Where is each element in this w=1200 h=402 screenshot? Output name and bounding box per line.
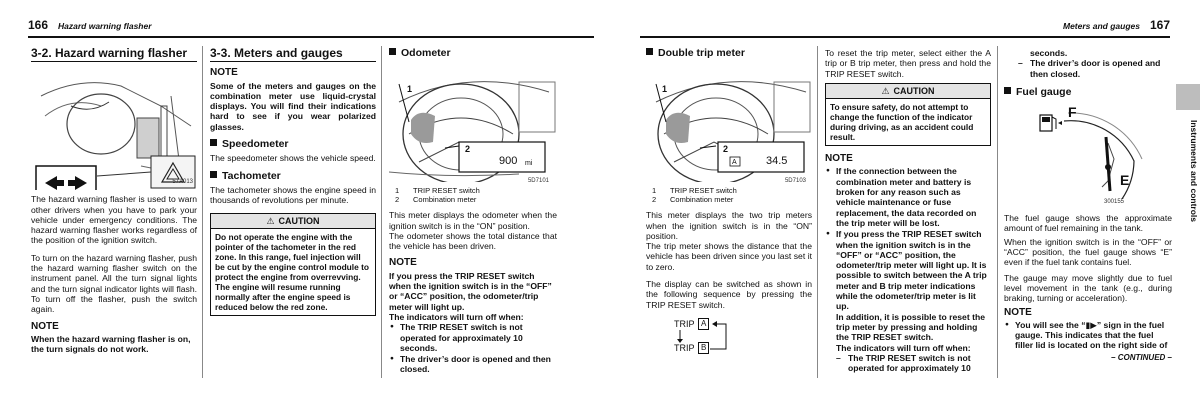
- odometer-section: [389, 48, 557, 376]
- warning-triangle-icon: ⚠: [266, 215, 275, 226]
- fuel-note-list: [1004, 320, 1172, 351]
- legend-text: TRIP RESET switch: [670, 186, 737, 196]
- column-divider: [381, 46, 382, 378]
- trip-legend-1: [646, 186, 812, 195]
- fuel-gauge-illustration: [1004, 101, 1172, 209]
- odometer-note-text-2: The indicators will turn off when:: [389, 311, 524, 322]
- section-square-icon: [210, 139, 217, 146]
- trip-paragraph-3: The display can be switched as shown in the following sequence by pressing the TRIP RESET switch.: [646, 279, 812, 310]
- section-square-icon: [389, 48, 396, 55]
- meters-section: [210, 48, 376, 322]
- continued-marker: – CONTINUED –: [1111, 352, 1172, 362]
- list-item-text: In addition, it is possible to reset the trip meter by pressing and holding the TRIP RESET switch.: [836, 311, 985, 343]
- tachometer-heading: [210, 171, 376, 181]
- legend-num: 1: [652, 186, 657, 196]
- list-item: [1015, 320, 1172, 351]
- seq-trip-a-letter: A: [698, 318, 709, 330]
- reset-paragraph: To reset the trip meter, select either the A trip or B trip meter, then press and hold the TRIP RESET switch.: [825, 48, 991, 79]
- column-divider: [997, 46, 998, 378]
- section-square-icon: [646, 48, 653, 55]
- double-trip-heading: [646, 48, 812, 58]
- hazard-section: [31, 48, 197, 354]
- speedometer-text: The speedometer shows the vehicle speed.: [210, 153, 376, 164]
- meters-note-text: Some of the meters and gauges on the combination meter use liquid-crystal displays. You will find their indications hard to see if you wear polarized glasses.: [210, 80, 376, 132]
- seq-trip-a-label: TRIP: [674, 318, 695, 329]
- hazard-fig-code: 57A013: [172, 179, 193, 185]
- trip-legend-2: [646, 195, 812, 204]
- dash-marker: –: [1018, 58, 1023, 69]
- right-page-header: [640, 16, 1170, 38]
- tachometer-caution: [210, 213, 376, 316]
- column-divider: [817, 46, 818, 378]
- odometer-paragraph-2: The odometer shows the total distance that the vehicle has been driven.: [389, 230, 557, 252]
- double-trip-heading-label: Double trip meter: [658, 47, 745, 59]
- hazard-paragraph-1: The hazard warning flasher is used to warn other drivers when you have to park your vehicle under emergency conditions. The hazard warning flasher works regardless of the position of the ignition switch.: [31, 194, 197, 246]
- left-page-header: [28, 16, 594, 38]
- odometer-legend-2: [389, 195, 557, 204]
- fuel-note-heading: NOTE: [1004, 306, 1032, 318]
- dash-item: [836, 353, 991, 374]
- odometer-fig-code: 5D7101: [527, 178, 549, 184]
- odometer-illustration: [389, 62, 557, 182]
- trip-callout-1: 1: [662, 84, 668, 95]
- fuel-fig-code: 300155: [1104, 198, 1125, 205]
- legend-text: Combination meter: [413, 195, 477, 205]
- running-title-right: Meters and gauges: [1063, 21, 1140, 31]
- odometer-heading: [389, 48, 557, 58]
- trip-note-heading: NOTE: [825, 153, 853, 165]
- side-tab-marker: [1176, 84, 1200, 110]
- trip-reset-section: [825, 48, 991, 374]
- odometer-callout-1: 1: [407, 84, 413, 95]
- dash-item: [1004, 58, 1172, 79]
- seq-trip-b-label: TRIP: [674, 342, 695, 353]
- fuel-paragraph-2: When the ignition switch is in the “OFF” or “ACC” position, the fuel gauge shows “E” even if the fuel tank contains fuel.: [1004, 236, 1172, 268]
- dash-text: The TRIP RESET switch is not operated for approximately 10: [848, 352, 971, 374]
- odometer-paragraph-1: This meter displays the odometer when the ignition switch is in the “ON” position.: [389, 210, 557, 231]
- list-item-text: If you press the TRIP RESET switch when the ignition switch is in the “OFF” or “ACC” position, the odometer/trip meter will light up. It is possible to switch between the A trip meter and B trip meter indications while the odometer/trip meter is lit up.: [836, 229, 987, 312]
- list-item: ● The TRIP RESET switch is not operated for approximately 10 seconds.: [400, 322, 557, 353]
- odometer-note-heading: NOTE: [389, 257, 417, 269]
- list-item: ● If the connection between the combination meter and battery is broken for any reason such as vehicle maintenance or fuse replacement, the data recorded on the trip meter will be lost.: [836, 166, 991, 228]
- side-tab-label: Instruments and controls: [1189, 120, 1199, 223]
- page-number-right: 167: [1149, 18, 1170, 32]
- fuel-pump-icon: [1040, 115, 1062, 131]
- trip-paragraph-2: The trip meter shows the distance that the vehicle has been driven since you last set it to zero.: [646, 241, 812, 272]
- meters-note-heading: NOTE: [210, 67, 238, 79]
- hazard-note-heading: NOTE: [31, 320, 59, 332]
- meters-heading: 3-3. Meters and gauges: [210, 48, 376, 62]
- odometer-legend-1: [389, 186, 557, 195]
- caution-header: [826, 84, 990, 99]
- page-number-left: 166: [28, 18, 49, 32]
- speedometer-heading-label: Speedometer: [222, 138, 289, 151]
- fuel-gauge-heading-label: Fuel gauge: [1016, 85, 1072, 98]
- trip-display-value: 34.5: [766, 155, 788, 168]
- seq-trip-b-letter: B: [698, 342, 709, 354]
- dash-text: The driver’s door is opened and then closed.: [1030, 58, 1161, 79]
- dashboard-hazard-figure: [31, 66, 197, 190]
- tachometer-heading-label: Tachometer: [222, 169, 281, 182]
- sequence-arrows: [646, 317, 766, 359]
- caution-body: To ensure safety, do not attempt to change the function of the indicator during driving, as an accident could result.: [830, 102, 974, 143]
- odometer-note-text: If you press the TRIP RESET switch when the ignition switch is in the “OFF” or “ACC” position, the odometer/trip meter will light up.: [389, 270, 552, 312]
- odometer-display-unit: mi: [525, 160, 533, 168]
- caution-body: Do not operate the engine with the pointer of the tachometer in the red zone. In this range, fuel injection will be cut by the engine control module to protect the engine from overrevving. The engine will resume running normally after the engine speed is reduced below the red zone.: [215, 231, 370, 312]
- caution-heading-label: CAUTION: [278, 215, 320, 226]
- caution-heading-label: CAUTION: [893, 85, 935, 96]
- trip-callout-2: 2: [723, 144, 729, 155]
- legend-num: 2: [395, 195, 400, 205]
- list-item: ● The driver’s door is opened and then closed.: [400, 354, 557, 375]
- dash-continued: seconds.: [1030, 48, 1068, 58]
- trip-fig-code: 5D7103: [784, 178, 806, 184]
- odometer-heading-label: Odometer: [401, 47, 451, 59]
- legend-text: TRIP RESET switch: [413, 186, 480, 196]
- trip-note-list: [825, 166, 991, 373]
- hazard-paragraph-2: To turn on the hazard warning flasher, push the hazard warning flasher switch on the instrument panel. All the turn signal lights and the turn signal indicator lights will flash. To turn off the flasher, push the switch again.: [31, 252, 197, 315]
- trip-sequence-diagram: [646, 317, 812, 359]
- legend-text: Combination meter: [670, 195, 734, 205]
- odometer-display-value: 900: [499, 155, 518, 168]
- trip-caution: [825, 83, 991, 146]
- hazard-note-text: When the hazard warning flasher is on, the turn signals do not work.: [31, 333, 191, 355]
- list-item: [836, 229, 991, 373]
- dash-marker: –: [836, 352, 841, 363]
- section-square-icon: [1004, 87, 1011, 94]
- list-item-text: You will see the “: [1015, 319, 1086, 330]
- column-divider: [202, 46, 203, 378]
- legend-num: 1: [395, 186, 400, 196]
- trip-display-letter: A: [732, 159, 737, 167]
- fuel-section: [1004, 48, 1172, 363]
- caution-header: [211, 214, 375, 229]
- fuel-gauge-figure: [1004, 101, 1172, 209]
- speedometer-heading: [210, 139, 376, 149]
- odometer-callout-2: 2: [465, 144, 471, 155]
- fuel-paragraph-3: The gauge may move slightly due to fuel level movement in the tank (e.g., during braking, turning or acceleration).: [1004, 272, 1172, 304]
- list-item-text: The indicators will turn off when:: [836, 342, 971, 353]
- running-title-left: Hazard warning flasher: [58, 21, 152, 31]
- warning-triangle-icon: ⚠: [881, 85, 890, 96]
- gauge-empty-label: E: [1120, 172, 1130, 189]
- double-trip-illustration: [646, 62, 812, 182]
- legend-num: 2: [652, 195, 657, 205]
- hazard-heading: 3-2. Hazard warning flasher: [31, 48, 197, 62]
- hazard-illustration: [31, 66, 197, 190]
- fuel-gauge-heading: [1004, 87, 1172, 97]
- double-trip-section: [646, 48, 812, 359]
- odometer-note-list: [389, 322, 557, 374]
- fuel-paragraph-1: The fuel gauge shows the approximate amount of fuel remaining in the tank.: [1004, 213, 1172, 234]
- section-square-icon: [210, 171, 217, 178]
- tachometer-text: The tachometer shows the engine speed in thousands of revolutions per minute.: [210, 184, 376, 206]
- trip-paragraph-1: This meter displays the two trip meters when the ignition switch is in the “ON” position.: [646, 210, 812, 241]
- gauge-full-label: F: [1068, 104, 1077, 121]
- list-item-text: ” sign in the fuel gauge. This indicates that the fuel filler lid is located on the right side of: [1015, 319, 1168, 351]
- fuel-pump-arrow-icon: ▮▶: [1085, 319, 1097, 330]
